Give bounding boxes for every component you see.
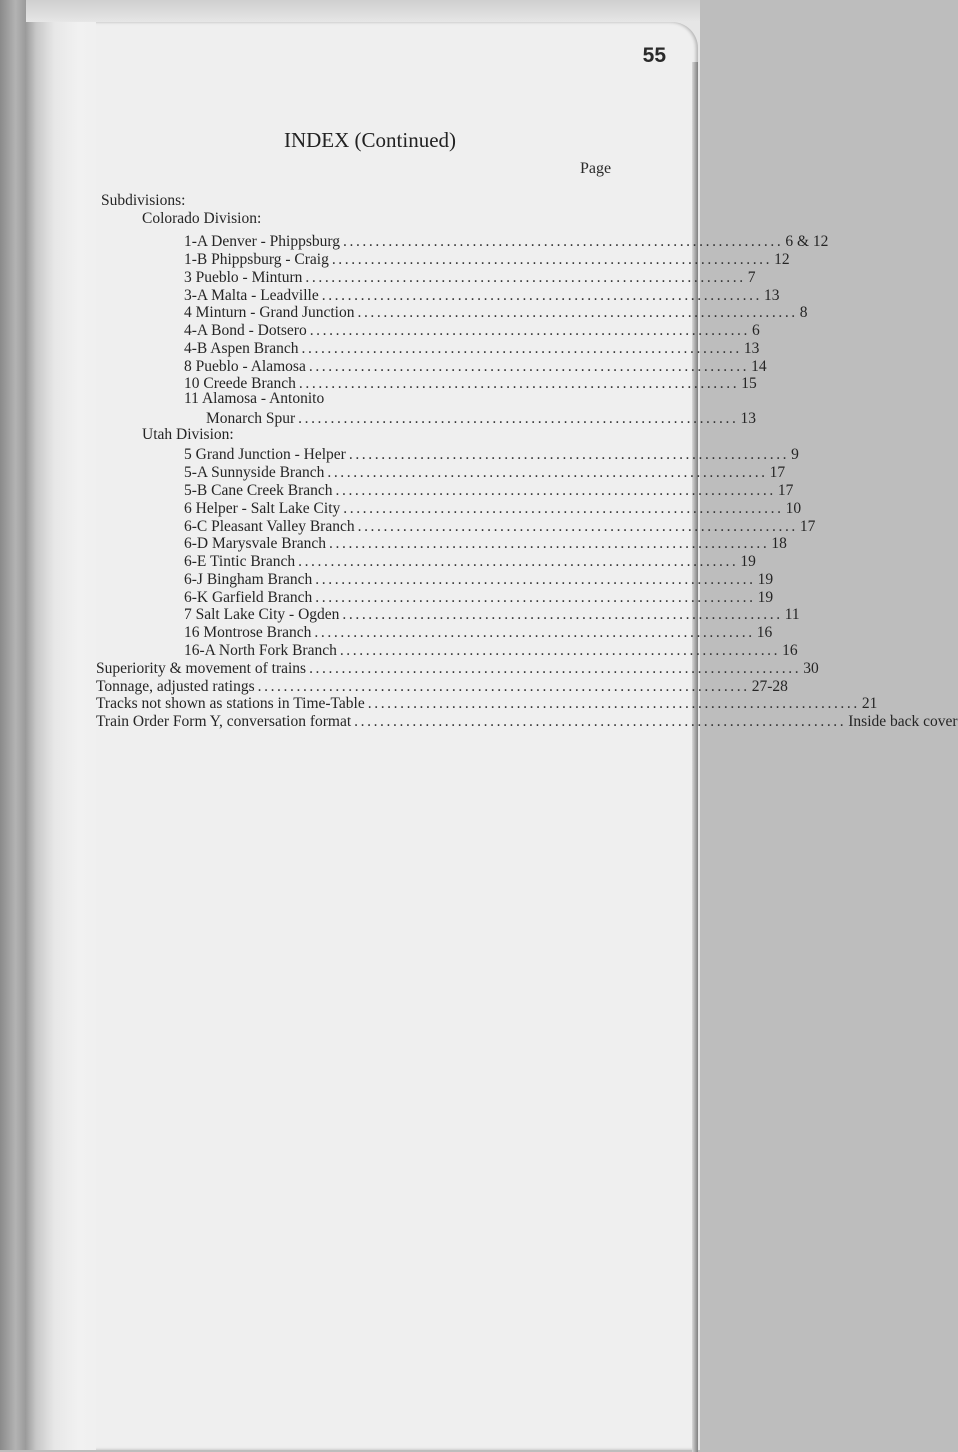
entry-page: 18 (771, 535, 787, 552)
entry-page: 21 (861, 695, 878, 712)
index-entry: Tracks not shown as stations in Time-Table ............................................................................ 21 (96, 695, 878, 712)
index-entry: Superiority & movement of trains ............................................................................ 30 (96, 660, 819, 677)
entry-label: 5-B Cane Creek Branch (184, 482, 333, 499)
entry-page: 16 (782, 642, 798, 659)
index-entry: Train Order Form Y, conversation format ............................................................................ Inside back cover (96, 713, 958, 730)
index-entry: 8 Pueblo - Alamosa .................................................................... 14 (184, 358, 767, 375)
entry-label: 6-D Marysvale Branch (184, 535, 327, 552)
entry-page: 6 (752, 322, 760, 339)
entry-page: 19 (757, 571, 774, 588)
entry-label: 3 Pueblo - Minturn (184, 269, 303, 286)
entry-label: 4-A Bond - Dotsero (184, 322, 307, 339)
entry-page: 13 (740, 410, 756, 427)
index-entry: 16 Montrose Branch .................................................................... 16 (184, 624, 773, 641)
entry-label: 1-B Phippsburg - Craig (184, 251, 329, 268)
index-entry: 6-D Marysvale Branch .................................................................... 18 (184, 535, 787, 552)
entry-page: 8 (799, 304, 808, 321)
page-column-header: Page (580, 160, 612, 177)
entry-page: 19 (757, 589, 774, 606)
colorado-division-heading: Colorado Division: (142, 210, 262, 227)
page-title: INDEX (Continued) (283, 128, 457, 152)
index-entry: Monarch Spur .................................................................... 13 (206, 410, 756, 427)
entry-label: 6-K Garfield Branch (184, 589, 313, 606)
entry-label: 6 Helper - Salt Lake City (184, 500, 341, 517)
entry-label: 1-A Denver - Phippsburg (184, 233, 340, 250)
index-entry: 4 Minturn - Grand Junction .................................................................... 8 (184, 304, 808, 321)
index-entry: 1-B Phippsburg - Craig .................................................................... 12 (184, 251, 790, 268)
index-entry: 5-B Cane Creek Branch .................................................................... 17 (184, 482, 794, 499)
entry-label: Tracks not shown as stations in Time-Table (96, 695, 365, 712)
book-edge (0, 0, 26, 1450)
entry-page: 17 (769, 464, 786, 481)
index-entry: 1-A Denver - Phippsburg .................................................................... 6 & 12 (184, 233, 829, 250)
index-entry: 6-J Bingham Branch .................................................................... 19 (184, 571, 774, 588)
entry-label: 6-C Pleasant Valley Branch (184, 518, 355, 535)
index-entry: 4-B Aspen Branch .................................................................... 13 (184, 340, 760, 357)
entry-label: 7 Salt Lake City - Ogden (184, 606, 340, 623)
index-entry: 6-K Garfield Branch .................................................................... 19 (184, 589, 774, 606)
page-gutter-shadow (26, 22, 96, 1450)
entry-page: 13 (764, 287, 780, 304)
entry-page: 14 (751, 358, 767, 375)
entry-label: 6-J Bingham Branch (184, 571, 313, 588)
index-entry: 3-A Malta - Leadville .................................................................... 13 (184, 287, 780, 304)
entry-label: 6-E Tintic Branch (184, 553, 296, 570)
entry-label: Tonnage, adjusted ratings (96, 678, 255, 695)
index-entry: 6-C Pleasant Valley Branch .................................................................... 17 (184, 518, 816, 535)
entry-label: 3-A Malta - Leadville (184, 287, 319, 304)
entry-page: 10 (785, 500, 802, 517)
entry-page: 7 (747, 269, 756, 286)
entry-page: 15 (741, 375, 757, 392)
entry-page: 17 (777, 482, 794, 499)
entry-label: Monarch Spur (206, 410, 296, 427)
entry-page: 17 (799, 518, 816, 535)
index-entry: 10 Creede Branch .................................................................... 15 (184, 375, 757, 392)
entry-label: 16 Montrose Branch (184, 624, 312, 641)
index-entry: Tonnage, adjusted ratings ............................................................................ 27-28 (96, 678, 788, 695)
entry-page: 12 (774, 251, 790, 268)
entry-label: 5-A Sunnyside Branch (184, 464, 325, 481)
entry-label: 4-B Aspen Branch (184, 340, 299, 357)
entry-page: 27-28 (751, 678, 788, 695)
entry-label: 10 Creede Branch (184, 375, 296, 392)
index-entry: 16-A North Fork Branch .................................................................... 16 (184, 642, 798, 659)
index-entry: 5 Grand Junction - Helper .................................................................... 9 (184, 446, 799, 463)
index-entry: 4-A Bond - Dotsero .................................................................... 6 (184, 322, 760, 339)
entry-label-line1: 11 Alamosa - Antonito (184, 390, 325, 407)
entry-page: 6 & 12 (785, 233, 829, 250)
index-entry: 7 Salt Lake City - Ogden .................................................................... 11 (184, 606, 800, 623)
index-entry: 3 Pueblo - Minturn .................................................................... 7 (184, 269, 756, 286)
entry-page: Inside back cover (848, 713, 958, 730)
entry-page: 9 (791, 446, 799, 463)
entry-label: Superiority & movement of trains (96, 660, 307, 677)
entry-page: 30 (803, 660, 819, 677)
page-number: 55 (642, 44, 666, 67)
entry-label: Train Order Form Y, conversation format (96, 713, 352, 730)
entry-label: 4 Minturn - Grand Junction (184, 304, 355, 321)
entry-page: 13 (743, 340, 760, 357)
entry-label: 5 Grand Junction - Helper (184, 446, 346, 463)
index-entry: 6 Helper - Salt Lake City .................................................................... 10 (184, 500, 802, 517)
utah-division-heading: Utah Division: (142, 426, 234, 443)
index-entry: 6-E Tintic Branch .................................................................... 19 (184, 553, 756, 570)
entry-page: 19 (740, 553, 756, 570)
entry-label: 8 Pueblo - Alamosa (184, 358, 306, 375)
index-entry: 5-A Sunnyside Branch .................................................................... 17 (184, 464, 786, 481)
entry-page: 16 (756, 624, 773, 641)
subdivisions-label: Subdivisions: (101, 192, 186, 209)
entry-page: 11 (784, 606, 800, 623)
entry-label: 16-A North Fork Branch (184, 642, 337, 659)
